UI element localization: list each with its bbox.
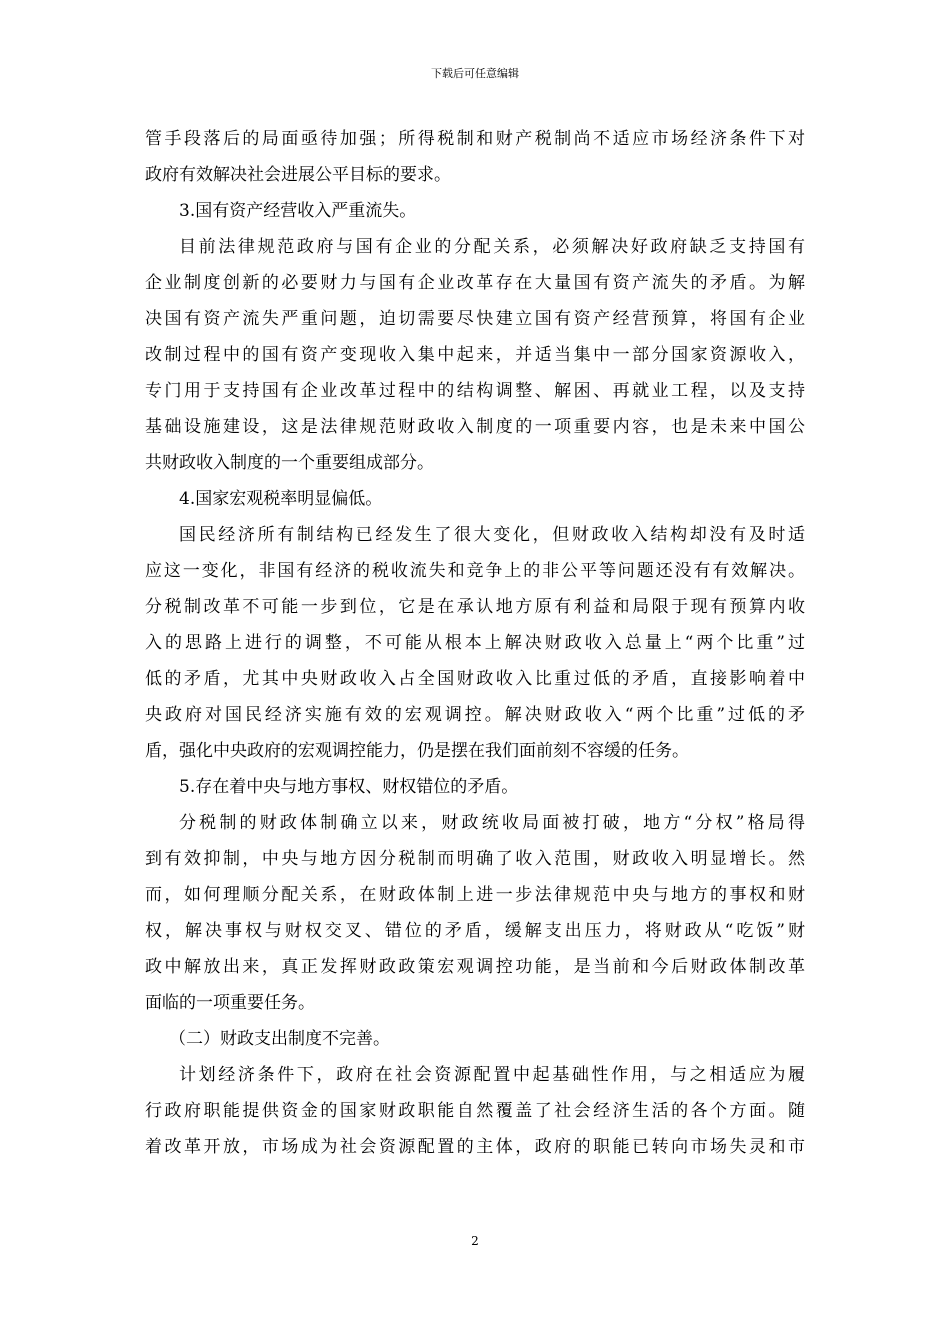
text-line: 面临的一项重要任务。 (145, 993, 315, 1013)
text-line: 央政府对国民经济实施有效的宏观调控。解决财政收入“两个比重”过低的矛 (145, 705, 805, 725)
text-line: 着改革开放，市场成为社会资源配置的主体，政府的职能已转向市场失灵和市 (145, 1137, 805, 1157)
text-line: 政府有效解决社会进展公平目标的要求。 (145, 165, 451, 185)
text-line: 到有效抑制，中央与地方因分税制而明确了收入范围，财政收入明显增长。然 (145, 849, 805, 869)
text-line: 共财政收入制度的一个重要组成部分。 (145, 453, 434, 473)
text-line: 分税制的财政体制确立以来，财政统收局面被打破，地方“分权”格局得 (179, 813, 805, 833)
text-line: 计划经济条件下，政府在社会资源配置中起基础性作用，与之相适应为履 (179, 1065, 805, 1085)
text-line: 低的矛盾，尤其中央财政收入占全国财政收入比重过低的矛盾，直接影响着中 (145, 669, 805, 689)
text-line: 目前法律规范政府与国有企业的分配关系，必须解决好政府缺乏支持国有 (179, 237, 805, 257)
text-line: 而，如何理顺分配关系，在财政体制上进一步法律规范中央与地方的事权和财 (145, 885, 805, 905)
text-line: 应这一变化，非国有经济的税收流失和竞争上的非公平等问题还没有有效解决。 (145, 561, 805, 581)
text-line: 政中解放出来，真正发挥财政政策宏观调控功能，是当前和今后财政体制改革 (145, 957, 805, 977)
text-line: 国民经济所有制结构已经发生了很大变化，但财政收入结构却没有及时适 (179, 525, 805, 545)
page-header: 下载后可任意编辑 (431, 67, 519, 80)
text-line: 决国有资产流失严重问题，迫切需要尽快建立国有资产经营预算，将国有企业 (145, 309, 805, 329)
section-heading: 3.国有资产经营收入严重流失。 (179, 201, 417, 221)
section-heading: 5.存在着中央与地方事权、财权错位的矛盾。 (179, 777, 519, 797)
text-line: 行政府职能提供资金的国家财政职能自然覆盖了社会经济生活的各个方面。随 (145, 1101, 805, 1121)
text-line: 管手段落后的局面亟待加强；所得税制和财产税制尚不适应市场经济条件下对 (145, 129, 805, 149)
text-line: 盾，强化中央政府的宏观调控能力，仍是摆在我们面前刻不容缓的任务。 (145, 741, 689, 761)
text-line: 企业制度创新的必要财力与国有企业改革存在大量国有资产流失的矛盾。为解 (145, 273, 805, 293)
section-heading: 4.国家宏观税率明显偏低。 (179, 489, 383, 509)
text-line: 改制过程中的国有资产变现收入集中起来，并适当集中一部分国家资源收入， (145, 345, 805, 365)
text-line: 基础设施建设，这是法律规范财政收入制度的一项重要内容，也是未来中国公 (145, 417, 805, 437)
text-line: 分税制改革不可能一步到位，它是在承认地方原有利益和局限于现有预算内收 (145, 597, 805, 617)
text-line: 入的思路上进行的调整，不可能从根本上解决财政收入总量上“两个比重”过 (145, 633, 805, 653)
text-line: 专门用于支持国有企业改革过程中的结构调整、解困、再就业工程，以及支持 (145, 381, 805, 401)
section-heading: （二）财政支出制度不完善。 (169, 1029, 390, 1049)
text-line: 权，解决事权与财权交叉、错位的矛盾，缓解支出压力，将财政从“吃饭”财 (145, 921, 805, 941)
page-number: 2 (471, 1234, 479, 1248)
document-body (145, 127, 805, 1171)
